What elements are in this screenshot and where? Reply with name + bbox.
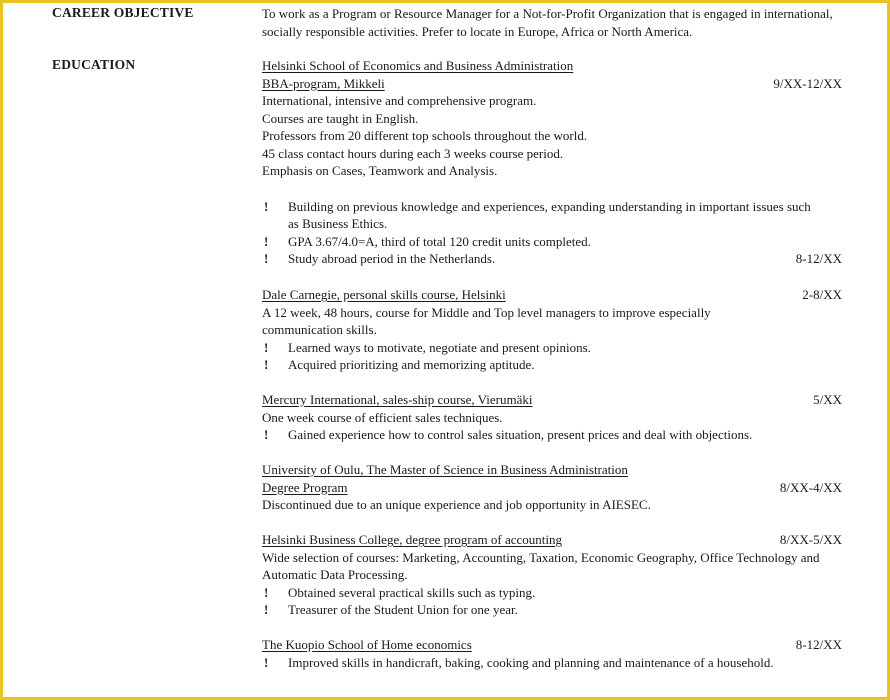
entry-date: 8-12/XX [795, 637, 842, 652]
bullet-mark: ! [264, 427, 269, 442]
bullet-text: Acquired prioritizing and memorizing aptitude. [288, 357, 535, 372]
bullet-text: Improved skills in handicraft, baking, cooking and planning and maintenance of a household. [288, 654, 774, 670]
entry-date: 8/XX-4/XX [779, 479, 842, 495]
bullet-item [262, 654, 802, 672]
bullet-mark: ! [264, 654, 269, 670]
bullet-item [262, 426, 842, 444]
bullet-mark: ! [264, 357, 269, 372]
entry-text: Wide selection of courses: Marketing, Accounting, Taxation, Economic Geography, Office Technology and Automatic Data Processing. [262, 549, 820, 582]
bullet-mark: ! [264, 339, 269, 355]
education-heading: EDUCATION [52, 57, 136, 72]
entry-line: Professors from 20 different top schools throughout the world. [262, 128, 588, 143]
entry-title: Mercury International, sales-ship course, Vierumäki [262, 392, 533, 407]
entry-text: One week course of efficient sales techniques. [262, 409, 503, 425]
bullet-text: Gained experience how to control sales situation, present prices and deal with objections. [288, 427, 753, 442]
education-entry-dale-carnegie [262, 286, 842, 374]
bullet-item [262, 356, 842, 374]
entry-line: 45 class contact hours during each 3 weeks course period. [262, 145, 564, 161]
entry-line: Courses are taught in English. [262, 110, 419, 126]
education-entry-oulu [262, 461, 842, 514]
bullet-text: Building on previous knowledge and experiences, expanding understanding in important issues such as Business Ethics. [288, 198, 811, 231]
career-objective-text: To work as a Program or Resource Manager for a Not-for-Profit Organization that is engaged in international, socially responsible activities. Prefer to locate in Europe, Africa or North America. [262, 6, 833, 39]
entry-date: 9/XX-12/XX [773, 75, 842, 91]
bullet-text: Learned ways to motivate, negotiate and present opinions. [288, 339, 591, 355]
bullet-item [262, 250, 842, 268]
education-entry-helsinki-business-college [262, 531, 842, 619]
entry-line: International, intensive and comprehensive program. [262, 93, 537, 108]
bullet-mark: ! [264, 198, 269, 214]
education-entry-kuopio [262, 636, 842, 671]
entry-text: A 12 week, 48 hours, course for Middle and Top level managers to improve especially communication skills. [262, 304, 711, 337]
entry-line: Emphasis on Cases, Teamwork and Analysis. [262, 163, 498, 178]
bullet-date: 8-12/XX [795, 251, 842, 266]
entry-title: University of Oulu, The Master of Science in Business Administration [262, 462, 628, 477]
entry-subtitle: Degree Program [262, 479, 348, 495]
bullet-item [262, 601, 842, 619]
entry-title: Helsinki Business College, degree program of accounting [262, 532, 563, 547]
entry-date: 8/XX-5/XX [779, 532, 842, 547]
bullet-item [262, 339, 842, 357]
education-entry-mercury [262, 391, 842, 444]
entry-subtitle: BBA-program, Mikkeli [262, 75, 385, 91]
entry-title: Dale Carnegie, personal skills course, Helsinki [262, 287, 506, 302]
bullet-mark: ! [264, 584, 269, 600]
education-entry-hse [262, 57, 842, 268]
bullet-text: GPA 3.67/4.0=A, third of total 120 credit units completed. [288, 233, 591, 249]
bullet-mark: ! [264, 602, 269, 617]
bullet-text: Study abroad period in the Netherlands. [288, 251, 496, 266]
bullet-item [262, 584, 842, 602]
entry-title: Helsinki School of Economics and Business Administration [262, 58, 574, 73]
bullet-mark: ! [264, 233, 269, 249]
bullet-mark: ! [264, 251, 269, 266]
entry-title: The Kuopio School of Home economics [262, 637, 472, 652]
bullet-item [262, 198, 822, 233]
bullet-text: Treasurer of the Student Union for one year. [288, 602, 518, 617]
bullet-text: Obtained several practical skills such as typing. [288, 584, 536, 600]
bullet-item [262, 233, 842, 251]
entry-text: Discontinued due to an unique experience and job opportunity in AIESEC. [262, 497, 651, 512]
entry-date: 5/XX [813, 392, 842, 407]
career-objective-heading: CAREER OBJECTIVE [52, 5, 194, 20]
entry-date: 2-8/XX [802, 287, 842, 302]
